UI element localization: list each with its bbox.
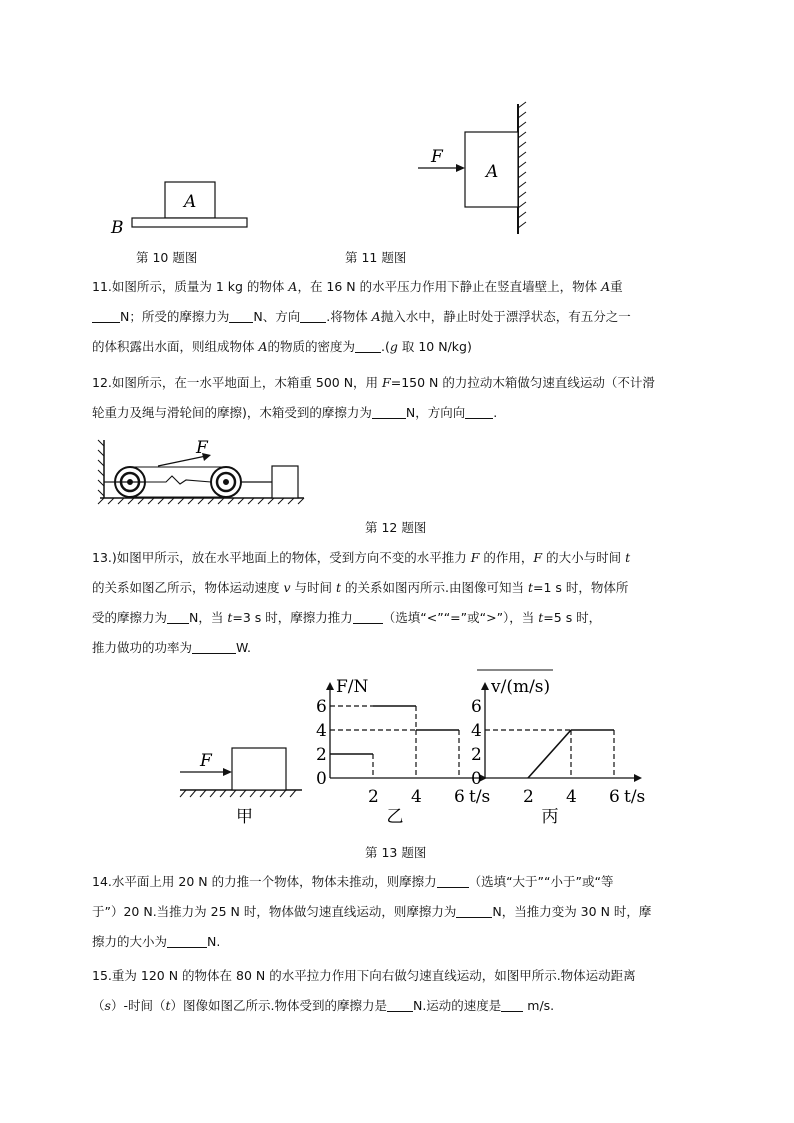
x-tick-label: 0 xyxy=(316,769,327,789)
y-axis-arrow xyxy=(326,682,334,690)
q12-line-2: 轮重力及绳与滑轮间的摩擦)，木箱受到的摩擦力为 N，方向向 . xyxy=(92,405,498,420)
ground-hatching xyxy=(98,498,304,504)
answer-blank[interactable] xyxy=(192,640,236,654)
pulley-2 xyxy=(211,467,241,497)
object-block xyxy=(232,748,286,790)
x-tick-label: 2 xyxy=(523,787,534,807)
y-tick-label: 6 xyxy=(316,697,327,717)
figure-10 xyxy=(100,170,260,240)
wall-hatching xyxy=(518,102,526,228)
question-14 xyxy=(92,867,704,957)
label-a: A xyxy=(486,162,499,182)
q11-line-1: 11.如图所示，质量为 1 kg 的物体 A，在 16 N 的水平压力作用下静止在竖直墙壁上，物体 A重 xyxy=(92,279,623,294)
board-b xyxy=(132,218,247,227)
figure-name: 乙 xyxy=(386,807,404,827)
answer-blank[interactable] xyxy=(353,610,383,624)
label-a: A xyxy=(184,192,197,212)
q11-line-2: N；所受的摩擦力为 N、方向 .将物体 A抛入水中，静止时处于漂浮状态，有五分之一 xyxy=(92,302,704,332)
x-tick-label: 2 xyxy=(368,787,379,807)
q13-line-2: 的关系如图乙所示，物体运动速度 v 与时间 t 的关系如图丙所示.由图像可知当 t=1 s 时，物体所 xyxy=(92,580,629,595)
pulley-1 xyxy=(115,467,145,497)
q12-line-1: 12.如图所示，在一水平地面上，木箱重 500 N，用 F=150 N 的力拉动木箱做匀速直线运动（不计滑 xyxy=(92,375,655,390)
q14-line-1: 14.水平面上用 20 N 的力推一个物体，物体未推动，则摩擦力 （选填“大于”“小于”或“等 xyxy=(92,874,614,889)
q15-line-1: 15.重为 120 N 的物体在 80 N 的水平拉力作用下向右做匀速直线运动，如图甲所示.物体运动距离 xyxy=(92,968,636,983)
answer-blank[interactable] xyxy=(167,934,207,948)
x-tick-label: 6 xyxy=(609,787,620,807)
answer-blank[interactable] xyxy=(300,309,326,323)
label-f: F xyxy=(431,147,443,167)
figure-13-jia xyxy=(176,744,306,834)
answer-blank[interactable] xyxy=(437,874,469,888)
x-axis-label: t/s xyxy=(469,787,491,807)
figure-12-caption: 第 12 题图 xyxy=(365,520,427,535)
question-13 xyxy=(92,543,704,663)
question-11 xyxy=(92,272,704,362)
chart-bing xyxy=(465,664,646,834)
force-arrow-head xyxy=(223,768,232,776)
answer-blank[interactable] xyxy=(465,405,493,419)
figure-11-caption: 第 11 题图 xyxy=(345,250,407,265)
question-12 xyxy=(92,368,704,428)
figure-12 xyxy=(96,436,308,506)
label-b: B xyxy=(111,218,124,238)
y-tick-label: 2 xyxy=(471,745,482,765)
q13-line-4: 推力做功的功率为 W. xyxy=(92,640,251,655)
answer-blank[interactable] xyxy=(229,309,253,323)
y-axis-label: v/(m/s) xyxy=(491,677,551,697)
q13-line-3: 受的摩擦力为 N，当 t=3 s 时，摩擦力推力 （选填“<”“=”或“>”），当 t=5 s 时， xyxy=(92,610,602,625)
answer-blank[interactable] xyxy=(92,309,120,323)
y-tick-label: 4 xyxy=(471,721,482,741)
x-tick-label: 4 xyxy=(411,787,422,807)
answer-blank[interactable] xyxy=(501,998,523,1012)
figure-11 xyxy=(410,100,540,240)
label-f: F xyxy=(196,438,208,458)
x-axis-arrow xyxy=(634,774,642,782)
answer-blank[interactable] xyxy=(372,405,406,419)
x-axis-label: t/s xyxy=(624,787,646,807)
wall-hatching xyxy=(98,440,104,496)
y-tick-label: 6 xyxy=(471,697,482,717)
answer-blank[interactable] xyxy=(387,998,413,1012)
figure-name-jia: 甲 xyxy=(236,807,253,827)
answer-blank[interactable] xyxy=(355,339,381,353)
ground-hatching xyxy=(180,790,296,797)
x-tick-label: 4 xyxy=(566,787,577,807)
y-axis-arrow xyxy=(481,682,489,690)
answer-blank[interactable] xyxy=(167,610,189,624)
q14-line-2: 于”）20 N.当推力为 25 N 时，物体做匀速直线运动，则摩擦力为 N，当推力变为 30 N 时，摩 xyxy=(92,904,652,919)
q11-line-3: 的体积露出水面，则组成物体 A的物质的密度为 .(g 取 10 N/kg) xyxy=(92,339,472,354)
figure-name: 丙 xyxy=(541,807,559,827)
figure-10-caption: 第 10 题图 xyxy=(136,250,198,265)
y-tick-label: 2 xyxy=(316,745,327,765)
q15-line-2: （s）-时间（t）图像如图乙所示.物体受到的摩擦力是 N.运动的速度是 m/s. xyxy=(92,998,555,1013)
x-tick-label: 0 xyxy=(471,769,482,789)
velocity-segment xyxy=(528,730,571,778)
question-15 xyxy=(92,961,704,1021)
q13-line-1: 13.)如图甲所示，放在水平地面上的物体，受到方向不变的水平推力 F 的作用，F 的大小与时间 t xyxy=(92,550,631,565)
y-tick-label: 4 xyxy=(316,721,327,741)
label-f: F xyxy=(200,751,212,771)
q14-line-3: 擦力的大小为 N. xyxy=(92,934,221,949)
chart-yi xyxy=(310,672,491,834)
y-axis-label: F/N xyxy=(336,677,369,697)
force-arrow-head xyxy=(456,164,465,172)
x-tick-label: 6 xyxy=(454,787,465,807)
figure-13-caption: 第 13 题图 xyxy=(365,845,427,860)
answer-blank[interactable] xyxy=(456,904,492,918)
wooden-box xyxy=(272,466,298,498)
